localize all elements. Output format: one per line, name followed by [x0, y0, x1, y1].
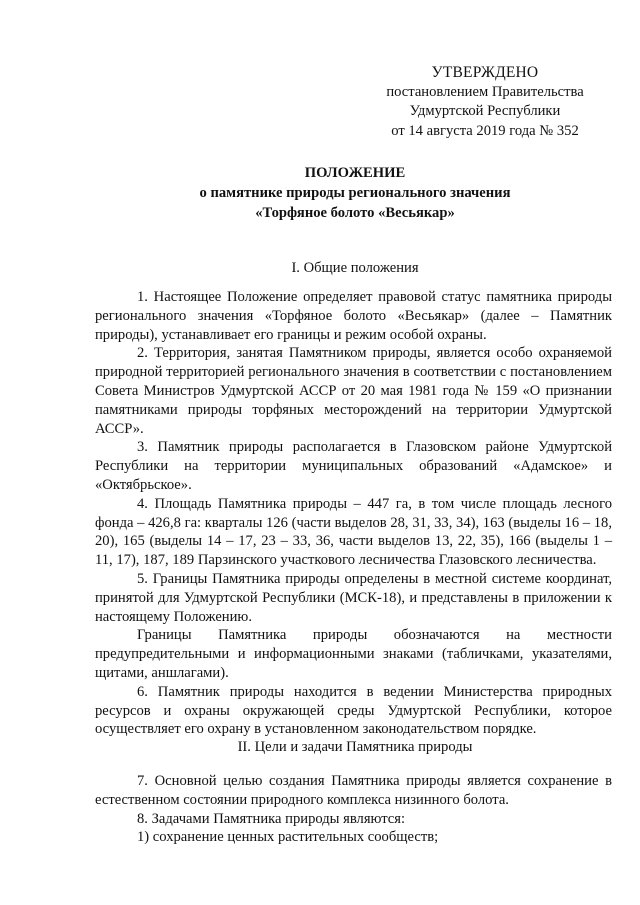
- title-line: «Торфяное болото «Весьякар»: [255, 205, 455, 221]
- approval-line: от 14 августа 2019 года № 352: [391, 122, 579, 139]
- approval-line: постановлением Правительства: [386, 83, 584, 100]
- paragraph: 1) сохранение ценных растительных сообществ;: [137, 829, 439, 846]
- approval-line: Удмуртской Республики: [409, 103, 561, 119]
- paragraph: 5. Границы Памятника природы определены в местной системе координат, принятой для Удмуртской Республики (МСК-18), и представлены в приложении к настоящему Положению.: [95, 570, 612, 625]
- approval-stamp: [370, 63, 600, 141]
- document-title: [95, 163, 615, 223]
- paragraph: 4. Площадь Памятника природы – 447 га, в том числе площадь лесного фонда – 426,8 га: кварталы 126 (части выделов 28, 31, 33, 34), 163 (выделы 16 – 18, 20), 165 (выделы 14 – 17, 23 – 33, 36, части выделов 13, 22, 35), 166 (выделы 1 – 11, 17), 187, 189 Парзинского участкового лесничества Глазовского лесничества.: [95, 495, 612, 569]
- paragraph: 1. Настоящее Положение определяет правовой статус памятника природы регионального значения «Торфяное болото «Весьякар» (далее – Памятник природы), устанавливает его границы и режим особой охраны.: [95, 289, 612, 343]
- section-body: [95, 288, 612, 739]
- approval-heading: УТВЕРЖДЕНО: [431, 64, 539, 81]
- title-line: ПОЛОЖЕНИЕ: [304, 165, 406, 181]
- paragraph: 2. Территория, занятая Памятником природы, является особо охраняемой природной территорией регионального значения в соответствии с постановлением Совета Министров Удмуртской АССР от 20 мая 1981 года № 159 «О признании памятниками природы торфяных месторождений на территории Удмуртской АССР».: [95, 345, 612, 437]
- section-heading: I. Общие положения: [291, 260, 419, 276]
- paragraph: 8. Задачами Памятника природы являются:: [137, 810, 406, 827]
- section-body: [95, 772, 612, 847]
- paragraph: 6. Памятник природы находится в ведении Министерства природных ресурсов и охраны окружающей среды Удмуртской Республики, которое осуществляет его охрану в установленном законодательством порядке.: [95, 683, 612, 738]
- title-line: о памятнике природы регионального значения: [199, 185, 511, 201]
- paragraph: Границы Памятника природы обозначаются на местности предупредительными и информационными знаками (табличками, указателями, щитами, аншлагами).: [95, 627, 612, 681]
- paragraph: 3. Памятник природы располагается в Глазовском районе Удмуртской Республики на территории муниципальных образований «Адамское» и «Октябрьское».: [95, 439, 612, 493]
- paragraph: 7. Основной целью создания Памятника природы является сохранение в естественном состоянии природного комплекса низинного болота.: [95, 773, 612, 808]
- section-heading: II. Цели и задачи Памятника природы: [237, 739, 473, 755]
